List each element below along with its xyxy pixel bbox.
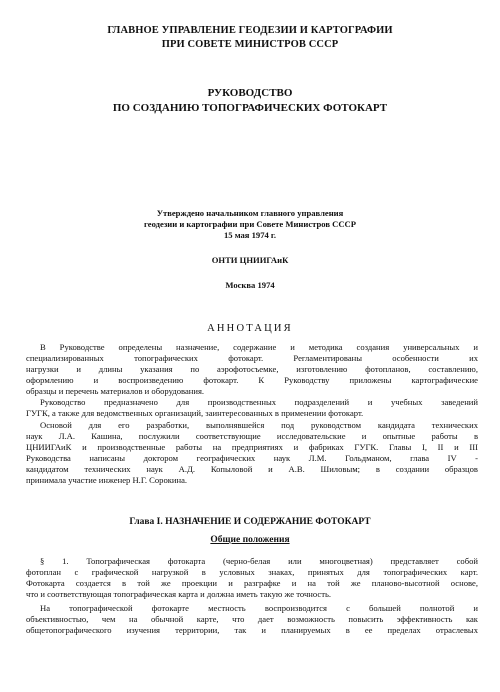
text-line: фотоплан с графической нагрузкой в условных знаках, принятых для топографических карт. (26, 566, 478, 577)
section-subheading: Общие положения (210, 535, 290, 545)
publisher: ОНТИ ЦНИИГАиК (211, 255, 289, 265)
text-line: ГУГК, а также для ведомственных организаций, заинтересованных в применении фотокарт. (26, 407, 364, 418)
title-line-1: РУКОВОДСТВО (207, 87, 293, 99)
text-line: принимала участие инженер Н.Г. Сорокина. (26, 474, 188, 485)
text-line: Основой для его разработки, выполнявшейся под руководством кандидата технических (40, 420, 478, 430)
approval-line-1: Утверждено начальником главного управления (156, 208, 344, 218)
annotation-paragraph-1 (26, 342, 478, 397)
text-line: нагрузки и длины указания по аэрофотосъемке, изготовлению фотопланов, составлению, (26, 363, 478, 374)
text-line: В Руководстве определены назначение, содержание и методика создания универсальных и (40, 342, 478, 352)
annotation-paragraph-2 (26, 397, 478, 419)
header-line-2: ПРИ СОВЕТЕ МИНИСТРОВ СССР (161, 39, 339, 50)
text-line: На топографической фотокарте местность воспроизводится с большей полнотой и (40, 603, 478, 613)
annotation-heading: АННОТАЦИЯ (207, 323, 293, 334)
text-line: образцы и перечень материалов и оборудования. (26, 385, 205, 396)
chapter-paragraph-1 (26, 556, 478, 600)
text-line: что и соответствующая топографическая карта и должна иметь такую же точность. (26, 588, 332, 599)
text-line: общетопографического изучения территории, так и планируемых в ее пределах отраслевых (26, 624, 478, 635)
text-line: кандидатом технических наук А.Д. Копыловой и А.В. Шиловым; в создании образцов (26, 463, 478, 474)
header-line-1: ГЛАВНОЕ УПРАВЛЕНИЕ ГЕОДЕЗИИ И КАРТОГРАФИИ (107, 25, 393, 36)
text-line: Фотокарта создается в той же проекции и разграфке и на той же планово-высотной основе, (26, 577, 478, 588)
text-line: Руководства написаны доктором географических наук Л.М. Гольдманом, глава IV - (26, 452, 478, 463)
chapter-heading: Глава I. НАЗНАЧЕНИЕ И СОДЕРЖАНИЕ ФОТОКАРТ (129, 517, 371, 527)
city-year: Москва 1974 (225, 280, 275, 290)
title-line-2: ПО СОЗДАНИЮ ТОПОГРАФИЧЕСКИХ ФОТОКАРТ (112, 102, 388, 114)
text-line: наук Л.А. Кашина, послужили соответствующие исследовательские и опытные работы в (26, 430, 478, 441)
approval-line-3: 15 мая 1974 г. (223, 230, 277, 240)
text-line: ЦНИИГАиК и производственные работы на предприятиях и фабриках ГУГК. Главы I, II и III (26, 441, 478, 452)
text-line: Руководство предназначено для производственных подразделений и учебных заведений (40, 397, 478, 407)
annotation-paragraph-3 (26, 420, 478, 485)
text-line: специализированных топографических фотокарт. Регламентированы особенности их (26, 352, 478, 363)
text-line: оформлению и воспроизведению фотокарт. К Руководству приложены картографические (26, 374, 478, 385)
text-line: § 1. Топографическая фотокарта (черно-белая или многоцветная) представляет собой (40, 556, 478, 566)
approval-line-2: геодезии и картографии при Совете Министров СССР (144, 219, 356, 229)
chapter-paragraph-2 (26, 603, 478, 636)
text-line: объективностью, чем на обычной карте, что дает возможность повысить эффективность как (26, 613, 478, 624)
